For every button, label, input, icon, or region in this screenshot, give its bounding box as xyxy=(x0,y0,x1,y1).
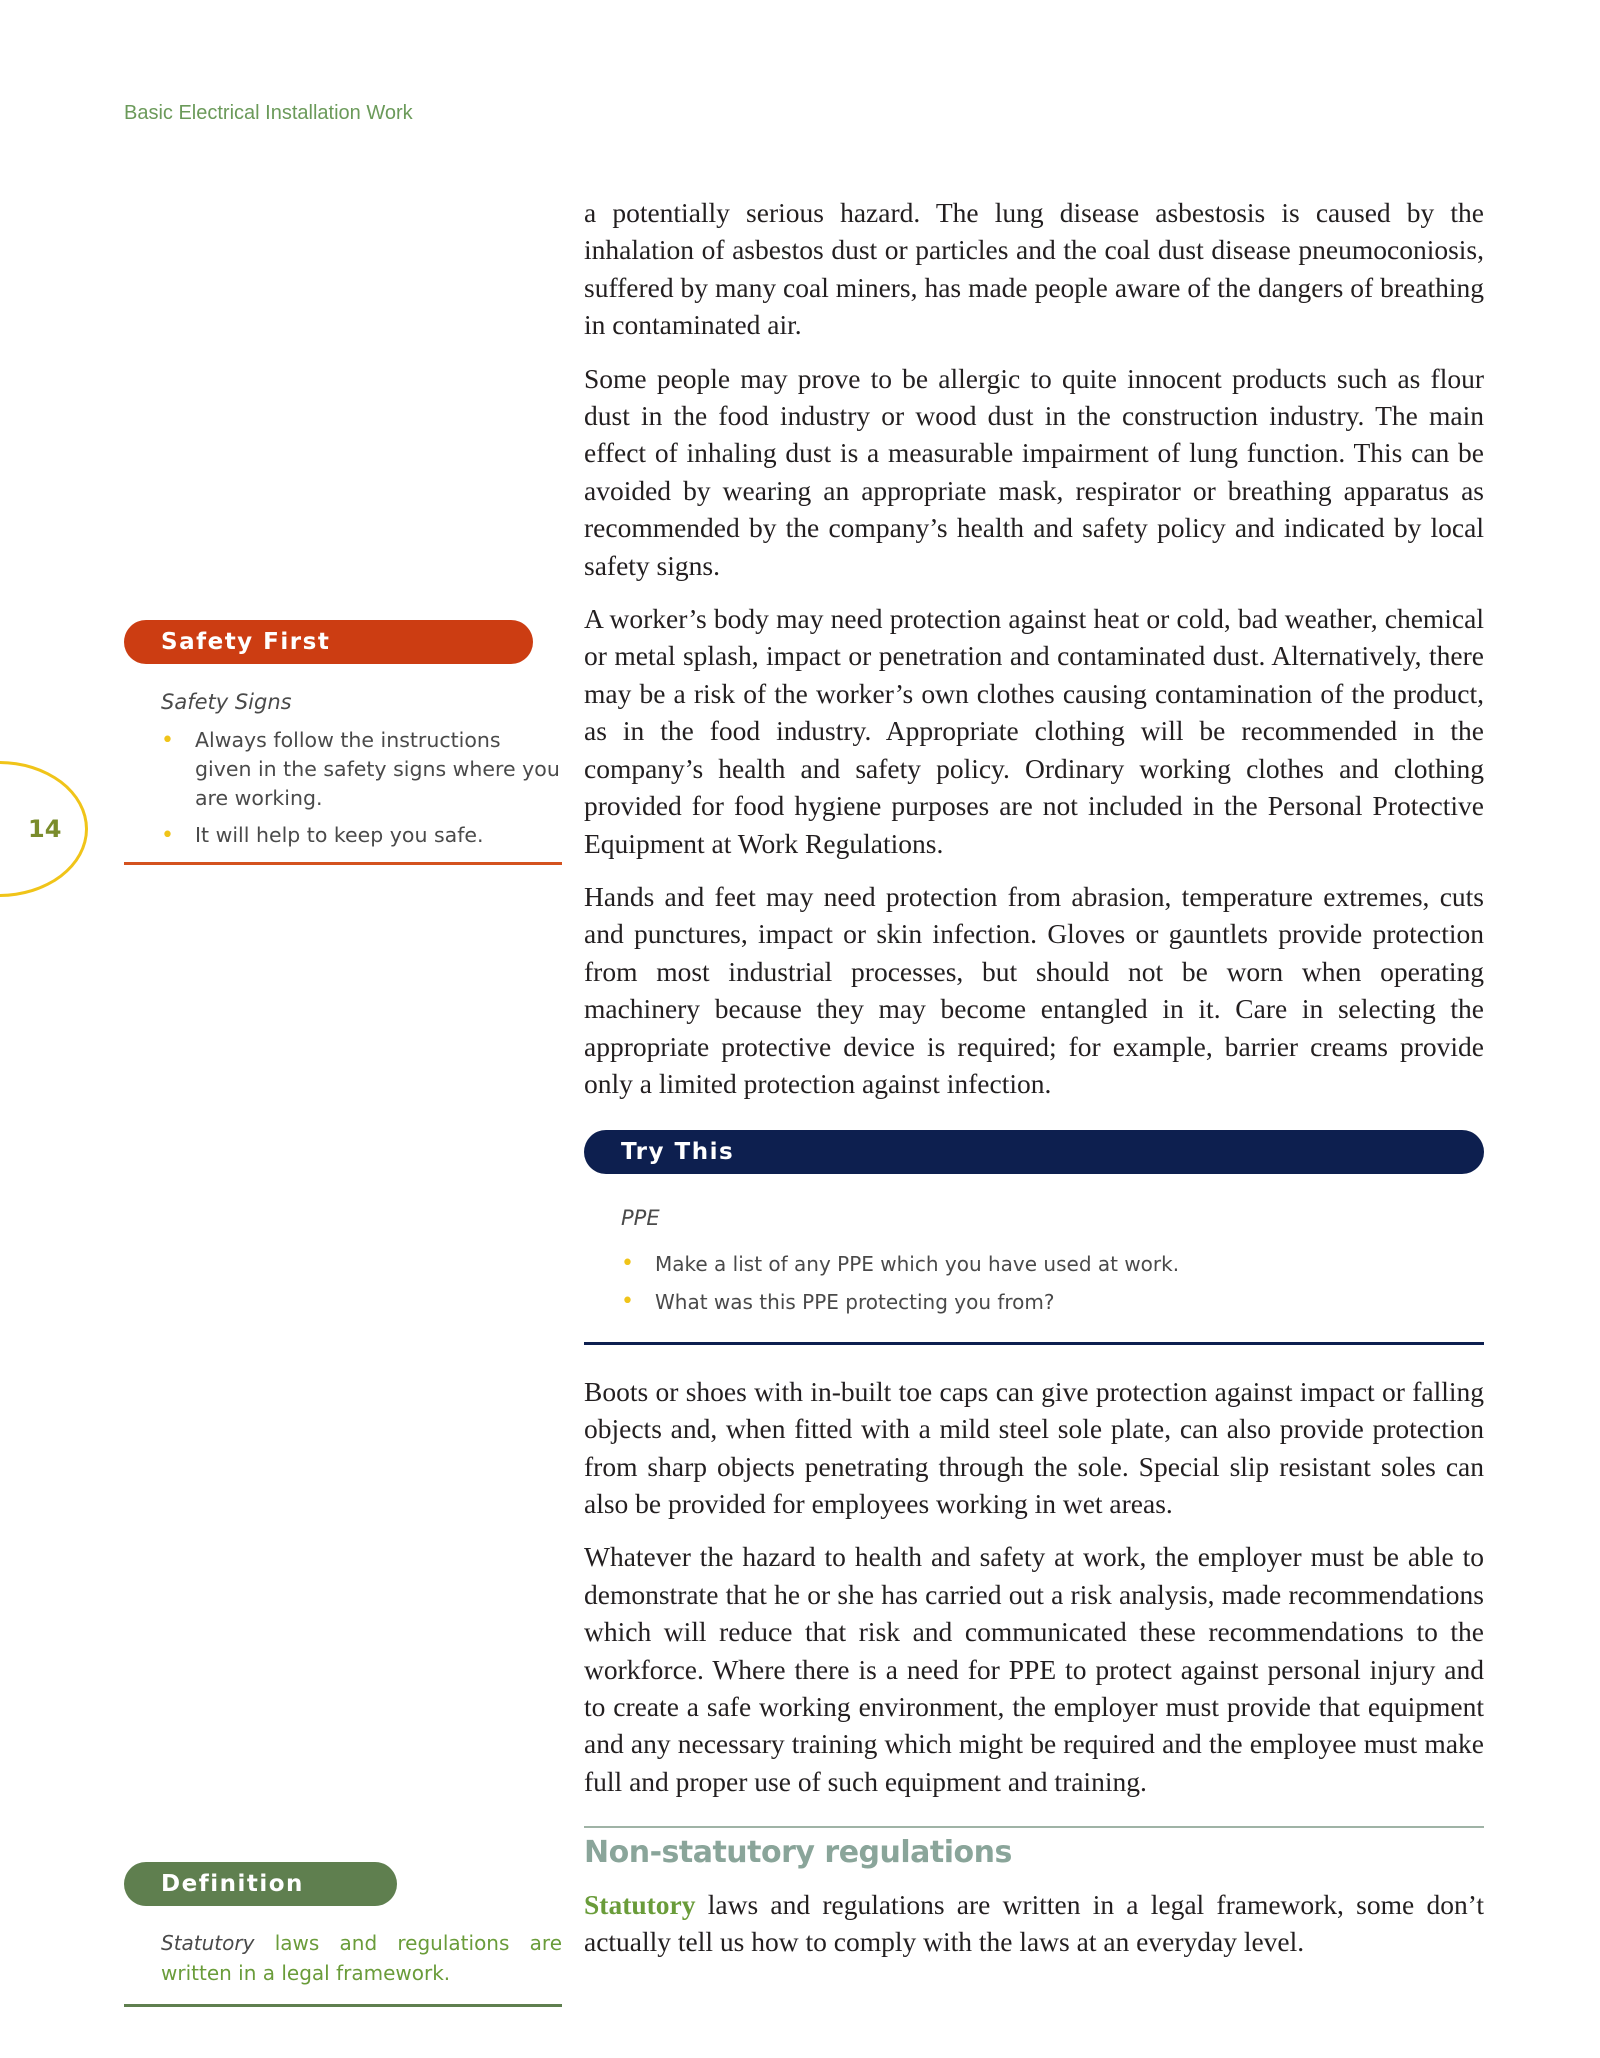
list-item: • Make a list of any PPE which you have used at work. xyxy=(621,1250,1484,1278)
definition-text xyxy=(161,1928,562,1988)
body-paragraph: Boots or shoes with in-built toe caps can give protection against impact or falling objects and, when fitted with a mild steel sole plate, can also provide protection from sharp objects penetrating through the sole. Special slip resistant soles can also be provided for employees working in wet areas. xyxy=(584,1375,1484,1519)
list-item: • It will help to keep you safe. xyxy=(161,821,562,850)
list-item: • What was this PPE protecting you from? xyxy=(621,1288,1484,1316)
definition-header: Definition xyxy=(124,1862,397,1906)
section-divider xyxy=(584,1826,1484,1828)
body-paragraph: a potentially serious hazard. The lung disease asbestosis is caused by the inhalation of asbestos dust or particles and the coal dust disease pneumoconiosis, suffered by many coal miners, has made people aware of the dangers of breathing in contaminated air. xyxy=(584,197,1484,341)
try-this-subtitle: PPE xyxy=(621,1206,660,1231)
definition-term: Statutory xyxy=(161,1931,255,1955)
safety-first-header: Safety First xyxy=(124,620,533,664)
safety-first-list xyxy=(124,726,562,850)
try-this-divider xyxy=(584,1342,1484,1345)
definition-body: laws and regulations are written in a legal framework. xyxy=(161,1931,562,1985)
try-this-box xyxy=(584,1130,1484,1344)
list-item: • Always follow the instructions given in the safety signs where you are working. xyxy=(161,726,562,813)
body-paragraph: Whatever the hazard to health and safety at work, the employer must be able to demonstrate that he or she has carried out a risk analysis, made recommendations which will reduce that risk and communicated these recommendations to the workforce. Where there is a need for PPE to protect against personal injury and to create a safe working environment, the employer must provide that equipment and any necessary training which might be required and the employee must make full and proper use of such equipment and training. xyxy=(584,1541,1484,1797)
running-head: Basic Electrical Installation Work xyxy=(124,102,413,124)
try-this-list xyxy=(584,1250,1484,1316)
safety-first-divider xyxy=(124,862,562,865)
body-paragraph: Hands and feet may need protection from abrasion, temperature extremes, cuts and punctures, impact or skin infection. Gloves or gauntlets provide protection from most industrial processes, but should not be worn when operating machinery because they may become entangled in it. Care in selecting the appropriate protective device is required; for example, barrier creams provide only a limited protection against infection. xyxy=(584,880,1484,1099)
paragraph-text: laws and regulations are written in a legal framework, some don’t actually tell us how to comply with the laws at an everyday level. xyxy=(584,1888,1484,1958)
body-paragraph xyxy=(584,1886,1484,1961)
try-this-header: Try This xyxy=(584,1130,1484,1174)
body-paragraph: A worker’s body may need protection against heat or cold, bad weather, chemical or metal splash, impact or penetration and contaminated dust. Alternatively, there may be a risk of the worker’s own clothes causing contamination of the product, as in the food industry. Appropriate clothing will be recommended in the company’s health and safety policy. Ordinary working clothes and clothing provided for food hygiene purposes are not included in the Personal Protective Equipment at Work Regulations. xyxy=(584,603,1484,859)
page-number: 14 xyxy=(28,815,62,843)
definition-box xyxy=(124,1862,562,2007)
safety-first-subtitle: Safety Signs xyxy=(161,690,292,714)
section-heading: Non-statutory regulations xyxy=(584,1835,1012,1871)
body-paragraph: Some people may prove to be allergic to quite innocent products such as flour dust in the food industry or wood dust in the construction industry. The main effect of inhaling dust is a measurable impairment of lung function. This can be avoided by wearing an appropriate mask, respirator or breathing apparatus as recommended by the company’s health and safety policy and indicated by local safety signs. xyxy=(584,362,1484,581)
definition-divider xyxy=(124,2004,562,2007)
key-term: Statutory xyxy=(584,1888,696,1920)
safety-first-box xyxy=(124,620,562,865)
main-column xyxy=(584,194,1484,1976)
